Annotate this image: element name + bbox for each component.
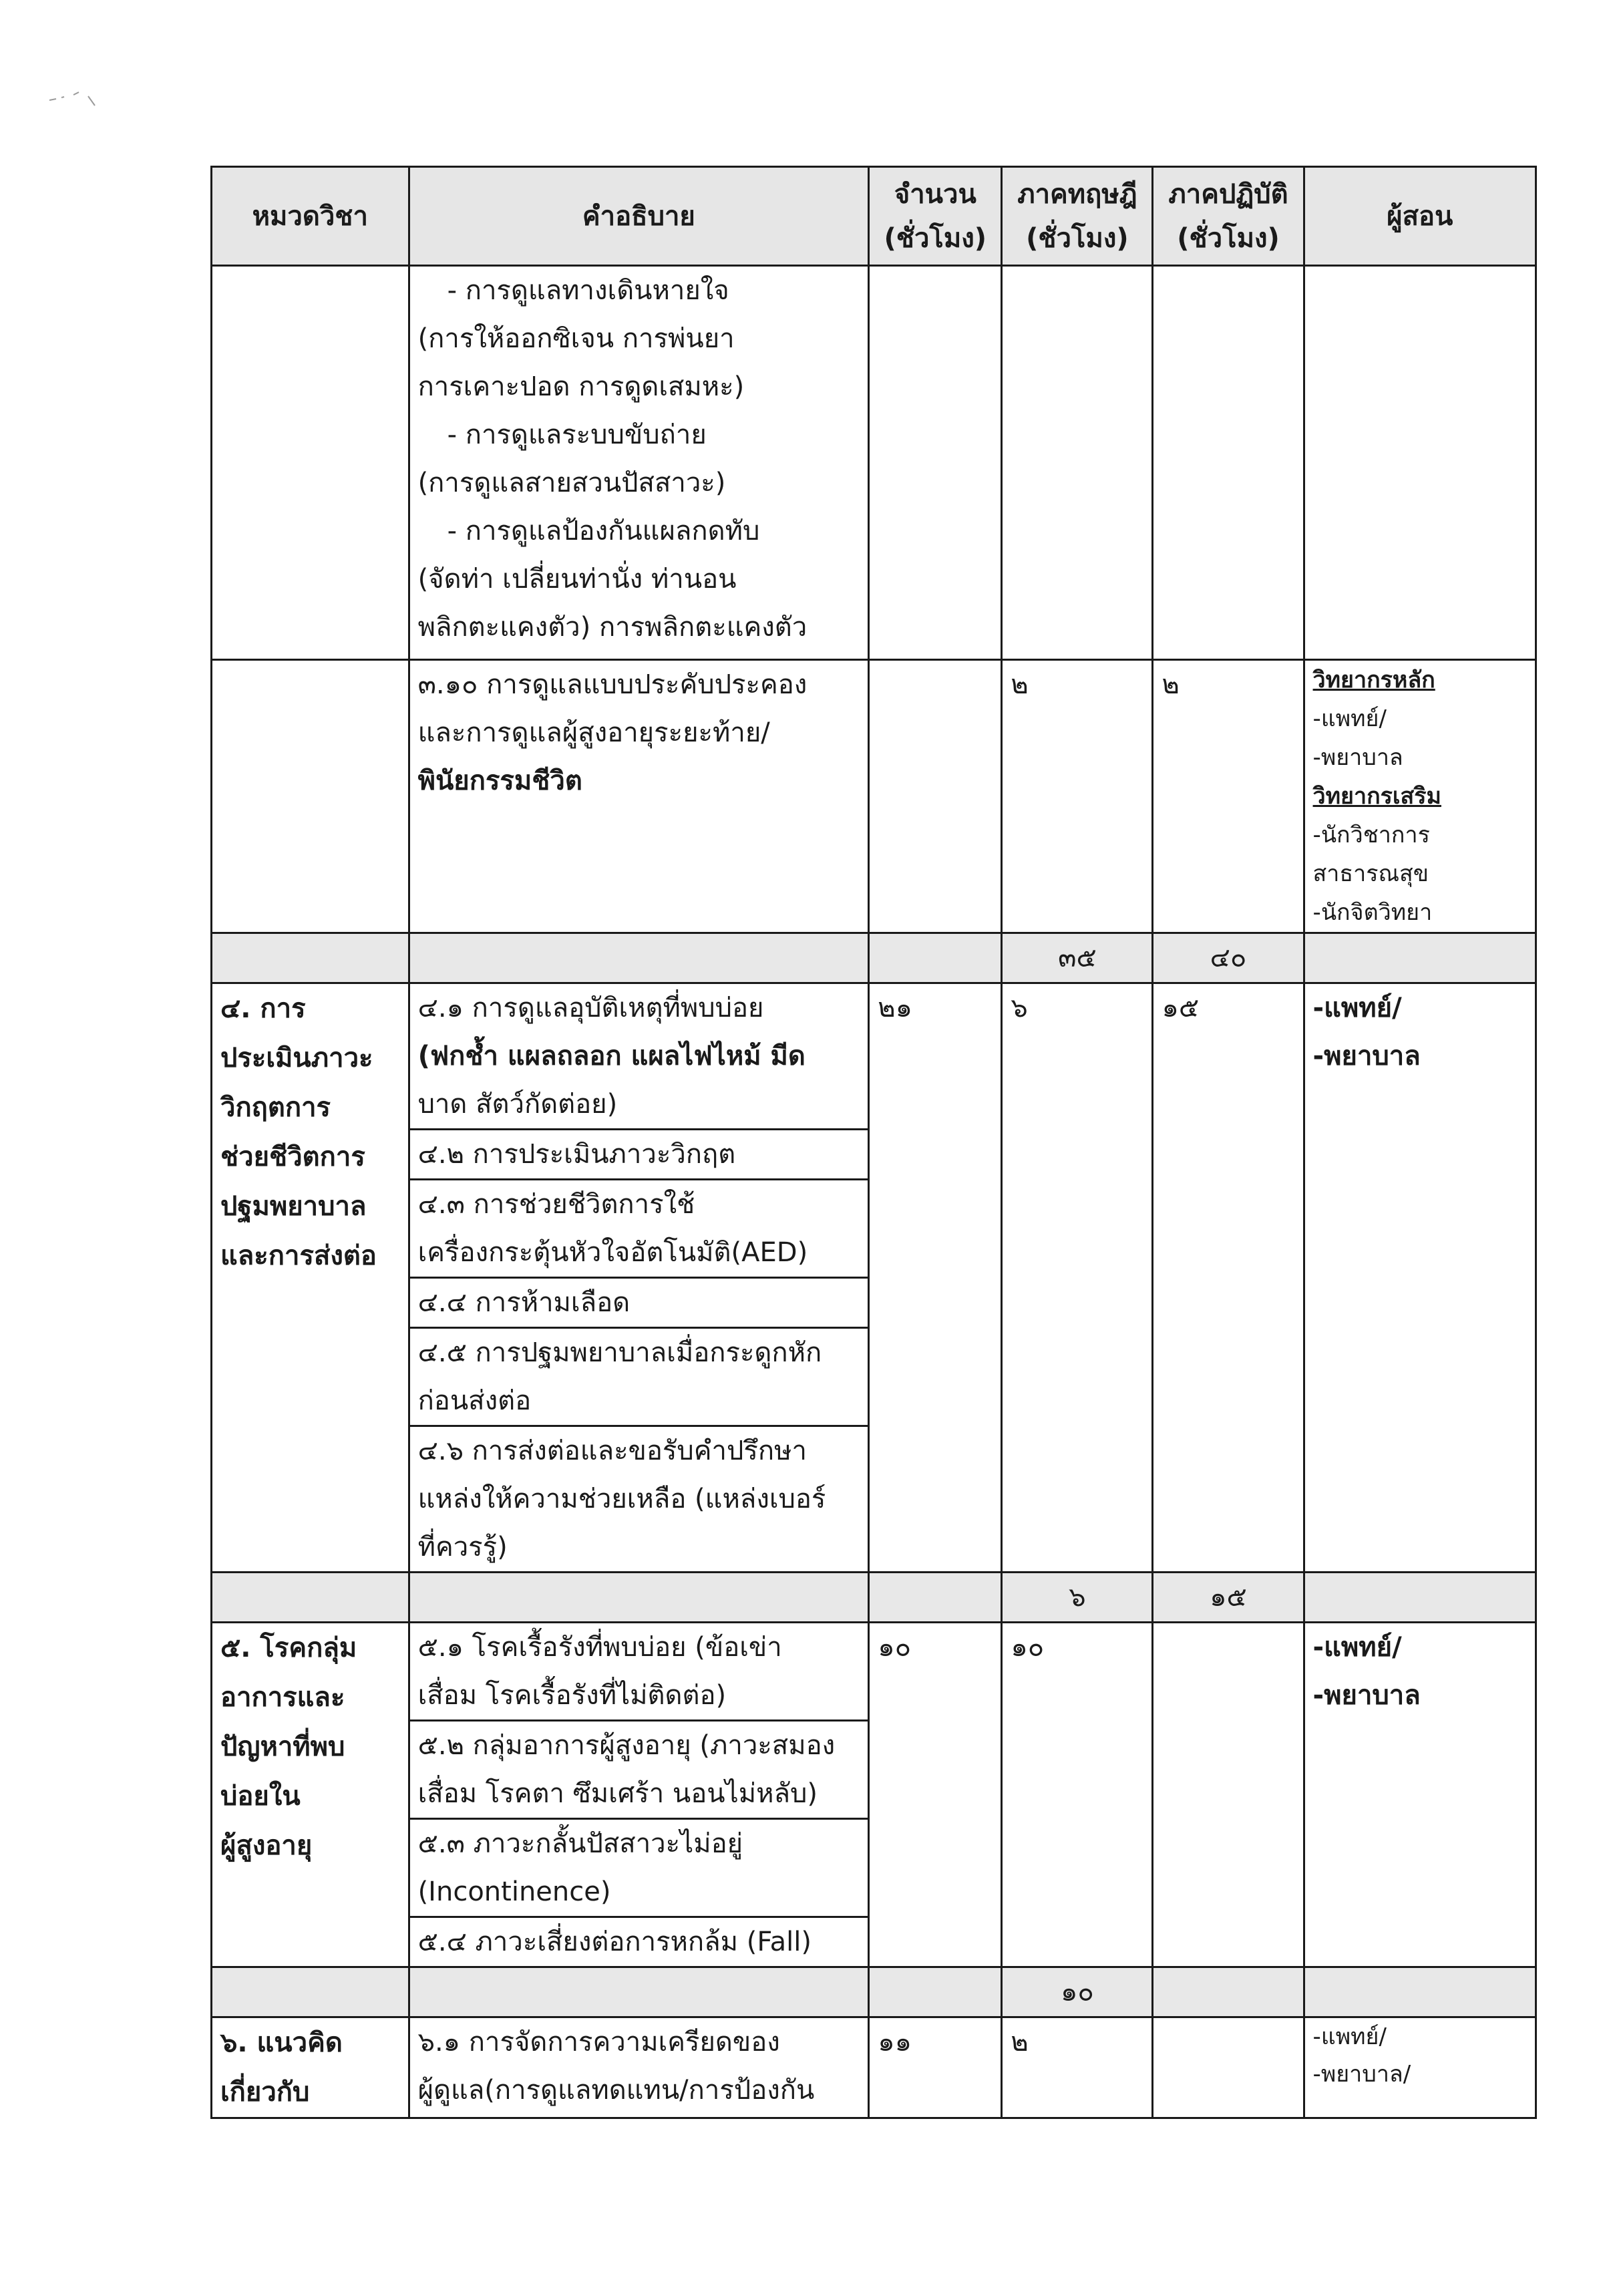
- header-theory-hours: ภาคทฤษฎี (ชั่วโมง): [1002, 167, 1153, 266]
- topic-5-2: ๕.๒ กลุ่มอาการผู้สูงอายุ (ภาวะสมอง เสื่อม โรคตา ซึมเศร้า นอนไม่หลับ): [409, 1721, 869, 1819]
- subtotal-practice: ๔๐: [1153, 933, 1304, 983]
- topic-4-1: ๔.๑ การดูแลอุบัติเหตุที่พบบ่อย (ฟกช้ำ แผลถลอก แผลไฟไหม้ มีด บาด สัตว์กัดต่อย): [409, 983, 869, 1130]
- continuation-row: [212, 266, 1536, 660]
- topic-4-4: ๔.๔ การห้ามเลือด: [409, 1278, 869, 1328]
- section-6-row: [212, 2017, 1536, 2118]
- description-cell: - การดูแลทางเดินหายใจ (การให้ออกซิเจน การพ่นยา การเคาะปอด การดูดเสมหะ) - การดูแลระบบขับถ่าย (การดูแลสายสวนปัสสาวะ) - การดูแลป้องกันแผลกดทับ (จัดท่า เปลี่ยนท่านั่ง ท่านอน พลิกตะแคงตัว) การพลิกตะแคงตัว: [409, 266, 869, 660]
- header-row: [212, 167, 1536, 266]
- topic-4-3: ๔.๓ การช่วยชีวิตการใช้ เครื่องกระตุ้นหัวใจอัตโนมัติ(AED): [409, 1180, 869, 1278]
- theory-hours: ๒: [1002, 660, 1153, 933]
- category-cell: ๕. โรคกลุ่ม อาการและ ปัญหาที่พบ บ่อยใน ผู้สูงอายุ: [212, 1623, 409, 1967]
- subtotal-row: [212, 933, 1536, 983]
- total-hours: ๒๑: [869, 983, 1002, 1130]
- category-cell: ๖. แนวคิด เกี่ยวกับ: [212, 2017, 409, 2118]
- practice-hours: ๒: [1153, 660, 1304, 933]
- header-instructor: ผู้สอน: [1304, 167, 1536, 266]
- row-3-10: [212, 660, 1536, 933]
- subtotal-row: [212, 1967, 1536, 2017]
- description-cell: ๓.๑๐ การดูแลแบบประคับประคอง และการดูแลผู้สูงอายุระยะท้าย/ พินัยกรรมชีวิต: [409, 660, 869, 933]
- theory-hours: ๒: [1002, 2017, 1153, 2118]
- topic-4-2: ๔.๒ การประเมินภาวะวิกฤต: [409, 1130, 869, 1180]
- topic-5-3: ๕.๓ ภาวะกลั้นปัสสาวะไม่อยู่ (Incontinence): [409, 1819, 869, 1917]
- section-4-row: [212, 983, 1536, 1130]
- instructor-cell: -แพทย์/ -พยาบาล/: [1304, 2017, 1536, 2118]
- topic-6-1: ๖.๑ การจัดการความเครียดของ ผู้ดูแล(การดูแลทดแทน/การป้องกัน: [409, 2017, 869, 2118]
- theory-hours: ๖: [1002, 983, 1153, 1130]
- category-cell: ๔. การ ประเมินภาวะ วิกฤตการ ช่วยชีวิตการ ปฐมพยาบาล และการส่งต่อ: [212, 983, 409, 1573]
- topic-5-4: ๕.๔ ภาวะเสี่ยงต่อการหกล้ม (Fall): [409, 1917, 869, 1967]
- subtotal-theory: ๖: [1002, 1573, 1153, 1623]
- topic-5-1: ๕.๑ โรคเรื้อรังที่พบบ่อย (ข้อเข่า เสื่อม โรคเรื้อรังที่ไม่ติดต่อ): [409, 1623, 869, 1721]
- total-hours: ๑๐: [869, 1623, 1002, 1721]
- total-hours: ๑๑: [869, 2017, 1002, 2118]
- header-subject: หมวดวิชา: [212, 167, 409, 266]
- instructor-cell: วิทยากรหลัก -แพทย์/ -พยาบาล วิทยากรเสริม -นักวิชาการสาธารณสุข -นักจิตวิทยา: [1304, 660, 1536, 933]
- subtotal-theory: ๑๐: [1002, 1967, 1153, 2017]
- curriculum-table: [210, 166, 1537, 2119]
- header-practice-hours: ภาคปฏิบัติ (ชั่วโมง): [1153, 167, 1304, 266]
- topic-4-5: ๔.๕ การปฐมพยาบาลเมื่อกระดูกหัก ก่อนส่งต่อ: [409, 1328, 869, 1426]
- section-5-row: [212, 1623, 1536, 1721]
- subtotal-theory: ๓๕: [1002, 933, 1153, 983]
- instructor-cell: -แพทย์/ -พยาบาล: [1304, 983, 1536, 1130]
- header-description: คำอธิบาย: [409, 167, 869, 266]
- practice-hours: ๑๕: [1153, 983, 1304, 1130]
- topic-4-6: ๔.๖ การส่งต่อและขอรับคำปรึกษา แหล่งให้ความช่วยเหลือ (แหล่งเบอร์ ที่ควรรู้): [409, 1426, 869, 1573]
- scan-mark: [47, 86, 107, 112]
- header-total-hours: จำนวน (ชั่วโมง): [869, 167, 1002, 266]
- theory-hours: ๑๐: [1002, 1623, 1153, 1721]
- instructor-cell: -แพทย์/ -พยาบาล: [1304, 1623, 1536, 1721]
- subtotal-practice: ๑๕: [1153, 1573, 1304, 1623]
- subtotal-row: [212, 1573, 1536, 1623]
